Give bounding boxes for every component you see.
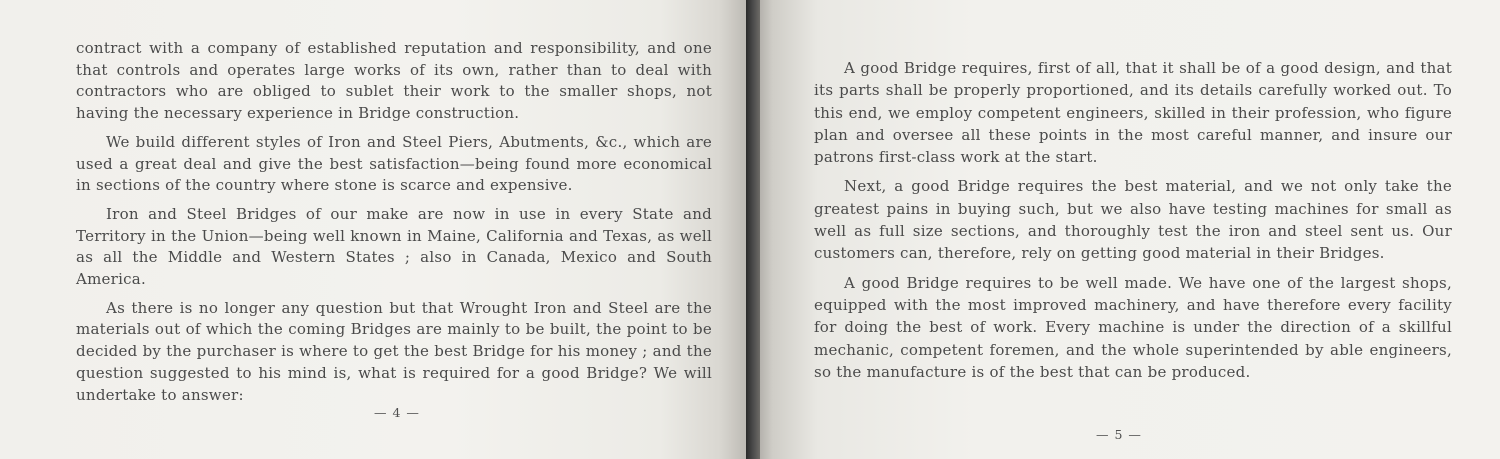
right-page-number: — 5 — — [1096, 427, 1142, 442]
right-paragraph-1: A good Bridge requires, first of all, that it shall be of a good design, and that its parts shall be properly proportioned, and its details carefully worked out. To this end, we employ competent engineers, skilled in their profession, who figure plan and oversee all these points in the most careful manner, and insure our patrons first-class work at the start. — [814, 59, 1452, 167]
left-paragraph-2: We build different styles of Iron and Steel Piers, Abutments, &c., which are used a great deal and give the best satisfaction—being found more economical in sections of the country where stone is scarce and expensive. — [76, 132, 712, 195]
left-paragraph-1: contract with a company of established reputation and responsibility, and one that controls and operates large works of its own, rather than to deal with contractors who are obliged to sublet their work to the smaller shops, not having the necessary experience in Bridge construction. — [76, 39, 712, 123]
right-page — [750, 0, 1500, 459]
left-paragraph-4: As there is no longer any question but that Wrought Iron and Steel are the materials out of which the coming Bridges are mainly to be built, the point to be decided by the purchaser is where to get the best Bridge for his money ; and the question suggested to his mind is, what is required for a good Bridge? We will undertake to answer: — [76, 298, 712, 404]
book-gutter — [746, 0, 760, 459]
left-paragraph-3: Iron and Steel Bridges of our make are now in use in every State and Territory in the Union—being well known in Maine, California and Texas, as well as all the Middle and Western States ; also in Canada, Mexico and South America. — [76, 204, 712, 289]
left-page-number: — 4 — — [374, 405, 420, 420]
right-paragraph-2: Next, a good Bridge requires the best material, and we not only take the greatest pains in buying such, but we also have testing machines for small as well as full size sections, and thoroughly test the iron and steel sent us. Our customers can, therefore, rely on getting good material in their Bridges. — [814, 177, 1452, 263]
right-paragraph-3: A good Bridge requires to be well made. We have one of the largest shops, equipped with the most improved machinery, and have therefore every facility for doing the best of work. Every machine is under the direction of a skillful mechanic, competent foremen, and the whole superintended by able engineers, so the manufacture is of the best that can be produced. — [814, 273, 1452, 381]
